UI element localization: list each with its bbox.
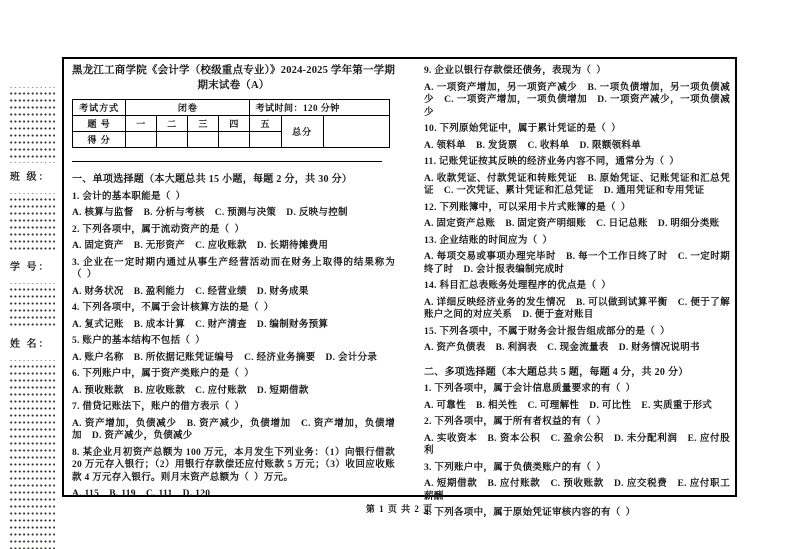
right-column [424, 65, 730, 524]
left-column [72, 63, 395, 505]
question-options: A. 短期借款 B. 应付账款 C. 预收账款 D. 应交税费 E. 应付职工薪酬 [424, 479, 730, 502]
exam-title-line1: 黑龙江工商学院《会计学（校级重点专业）》2024-2025 学年第一学期 [72, 65, 396, 76]
score-cell [157, 132, 188, 148]
question-stem: 10. 下列原始凭证中，属于累计凭证的是（ ） [424, 124, 621, 134]
question-stem: 4. 下列各项中，属于原始凭证审核内容的有（ ） [424, 508, 636, 518]
question-stem: 3. 下列账户中，属于负债类账户的有（ ） [424, 462, 607, 473]
question-stem: 6. 下列账户中，属于资产类账户的是（ ） [72, 369, 255, 379]
question-options: A. 115 B. 119 C. 111 D. 120 [72, 489, 211, 499]
score-row-label: 得 分 [73, 132, 126, 148]
question-options: A. 固定资产 B. 无形资产 C. 应收账款 D. 长期待摊费用 [72, 241, 329, 251]
seal-line-dots [8, 87, 55, 163]
column-header: 三 [188, 116, 219, 132]
question-stem: 12. 下列账簿中，可以采用卡片式账簿的是（ ） [424, 202, 631, 213]
table-row [73, 100, 390, 116]
score-cell [188, 132, 219, 148]
seal-line-dots [8, 360, 55, 549]
seal-line-dots [8, 283, 55, 330]
question-options: A. 固定资产总账 B. 固定资产明细账 C. 日记总账 D. 明细分类账 [424, 219, 720, 229]
question-stem: 9. 企业以银行存款偿还债务，表现为（ ） [424, 66, 607, 76]
question-options: A. 可靠性 B. 相关性 C. 可理解性 D. 可比性 E. 实质重于形式 [424, 400, 713, 411]
column-header: 四 [219, 116, 250, 132]
question-stem: 2. 下列各项中，属于流动资产的是（ ） [72, 224, 245, 235]
column-header: 一 [126, 116, 157, 132]
seal-line [8, 87, 55, 549]
exam-time: 考试时间：120 分钟 [250, 100, 390, 116]
question-options: A. 每项交易或事项办理完毕时 B. 每一个工作日终了时 C. 一定时期终了时 D. 会计报表编制完成时 [424, 252, 730, 275]
class-field-label: 班 级： [10, 172, 51, 183]
question-options: A. 资产负债表 B. 利润表 C. 现金流量表 D. 财务情况说明书 [424, 343, 700, 353]
question-options: A. 一项资产增加，另一项资产减少 B. 一项负债增加，另一项负债减少 C. 一项资产增加，一项负债增加 D. 一项资产减少，一项负债减少 [424, 82, 730, 118]
question-options: A. 核算与监督 B. 分析与考核 C. 预测与决策 D. 反映与控制 [72, 208, 348, 218]
question-row-label: 题 号 [73, 116, 126, 132]
question-options: A. 实收资本 B. 资本公积 C. 盈余公积 D. 未分配利润 E. 应付股利 [424, 433, 730, 456]
table-row [73, 116, 390, 132]
question-options: A. 复式记账 B. 成本计算 C. 财产清查 D. 编制财务预算 [72, 319, 329, 330]
question-stem: 13. 企业结账的时间应为（ ） [424, 235, 553, 246]
question-stem: 7. 借贷记账法下，账户的借方表示（ ） [72, 402, 245, 412]
student-id-field-label: 学 号： [10, 262, 51, 273]
exam-title-line2: 期末试卷（A） [197, 80, 270, 91]
exam-method-label: 考试方式 [73, 100, 126, 116]
question-stem: 11. 记账凭证按其反映的经济业务内容不同，通常分为（ ） [424, 157, 680, 167]
name-field-label: 姓 名： [10, 339, 51, 350]
question-options: A. 收款凭证、付款凭证和转账凭证 B. 原始凭证、记账凭证和汇总凭证 C. 一次凭证、累计凭证和汇总凭证 D. 通用凭证和专用凭证 [424, 173, 730, 196]
score-cell [219, 132, 250, 148]
question-stem: 8. 某企业月初资产总额为 100 万元，本月发生下列业务：（1）向银行借款 20 万元存入银行；（2）用银行存款偿还应付账款 5 万元；（3）收回应收账款 4 万元存入银行。则月末资产总额为（ ）万元。 [72, 447, 395, 483]
exam-method-value: 闭卷 [126, 100, 250, 116]
question-options: A. 账户名称 B. 所依据记账凭证编号 C. 经济业务摘要 D. 会计分录 [72, 352, 378, 363]
seal-line-dots [8, 193, 55, 253]
column-header: 五 [250, 116, 281, 132]
header-separator [72, 161, 382, 162]
question-options: A. 详细反映经济业务的发生情况 B. 可以做到试算平衡 C. 便于了解账户之间的对应关系 D. 便于查对账目 [424, 297, 730, 320]
section-one-title: 一、单项选择题（本大题总共 15 小题，每题 2 分，共 30 分） [72, 174, 353, 185]
question-stem: 4. 下列各项中，不属于会计核算方法的是（ ） [72, 303, 274, 313]
question-options: A. 财务状况 B. 盈利能力 C. 经营业绩 D. 财务成果 [72, 286, 309, 297]
column-header: 二 [157, 116, 188, 132]
total-score-cell [323, 116, 389, 148]
question-stem: 14. 科目汇总表账务处理程序的优点是（ ） [424, 281, 612, 291]
question-stem: 1. 下列各项中，属于会计信息质量要求的有（ ） [424, 384, 636, 394]
question-stem: 1. 会计的基本职能是（ ） [72, 191, 186, 202]
score-cell [250, 132, 281, 148]
question-stem: 3. 企业在一定时期内通过从事生产经营活动而在财务上取得的结果称为（ ） [72, 257, 395, 280]
question-options: A. 资产增加，负债减少 B. 资产减少，负债增加 C. 资产增加，负债增加 D. 资产减少，负债减少 [72, 418, 395, 441]
question-stem: 2. 下列各项中，属于所有者权益的有（ ） [424, 417, 607, 427]
question-stem: 5. 账户的基本结构不包括（ ） [72, 336, 206, 346]
section-two-title: 二、多项选择题（本大题总共 5 题，每题 4 分，共 20 分） [424, 366, 689, 378]
exam-info-table [72, 99, 390, 148]
question-options: A. 预收账款 B. 应收账款 C. 应付账款 D. 短期借款 [72, 385, 309, 396]
page-number: 第 1 页 共 2 页 [365, 504, 434, 514]
question-stem: 15. 下列各项中，不属于财务会计报告组成部分的是（ ） [424, 326, 670, 337]
total-score-label: 总分 [281, 116, 323, 148]
question-options: A. 领料单 B. 发货票 C. 收料单 D. 限额领料单 [424, 140, 642, 151]
score-cell [126, 132, 157, 148]
